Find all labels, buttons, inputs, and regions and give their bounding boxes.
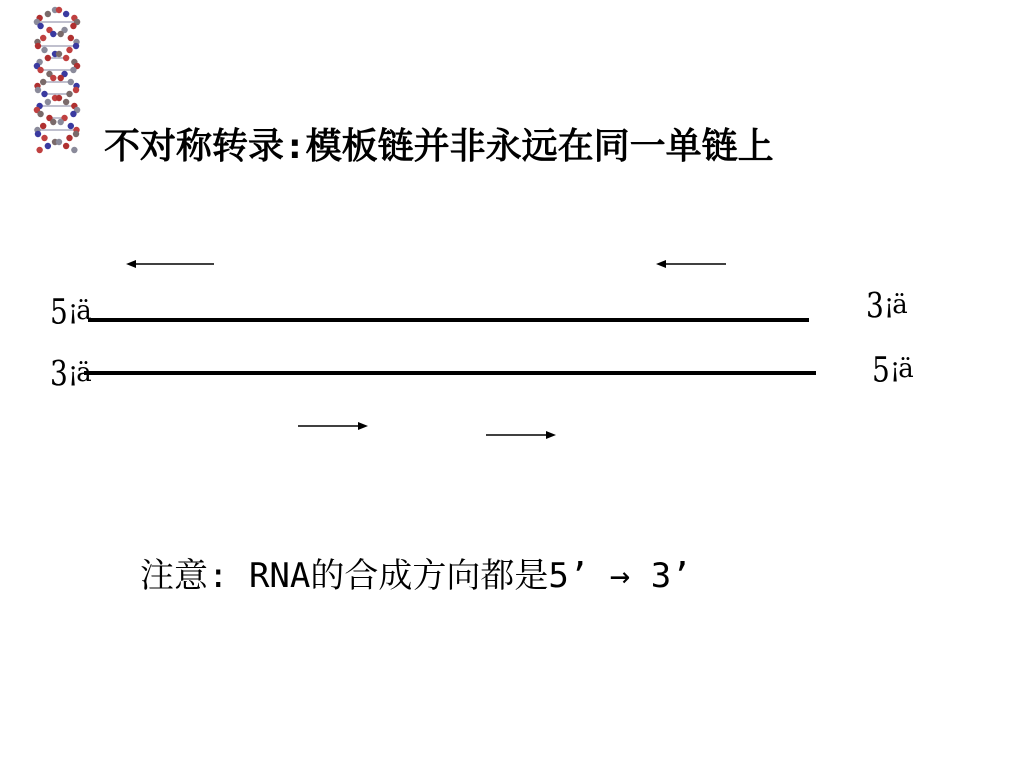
label-top-right: 3¡ä bbox=[866, 284, 906, 326]
top-left-arrow bbox=[126, 257, 214, 271]
dna-helix-icon bbox=[22, 6, 92, 154]
label-bottom-left: 3¡ä bbox=[50, 352, 90, 394]
synthesis-direction-note: 注意: RNA的合成方向都是5’ → 3’ bbox=[140, 556, 692, 596]
bottom-right-arrow bbox=[486, 428, 556, 442]
bottom-left-arrow bbox=[298, 419, 368, 433]
label-bottom-right: 5¡ä bbox=[872, 348, 912, 390]
label-top-left: 5¡ä bbox=[50, 290, 90, 332]
slide-title: 不对称转录:模板链并非永远在同一单链上 bbox=[104, 126, 774, 167]
top-strand bbox=[88, 318, 809, 322]
bottom-strand bbox=[84, 371, 816, 375]
top-right-arrow bbox=[656, 257, 726, 271]
